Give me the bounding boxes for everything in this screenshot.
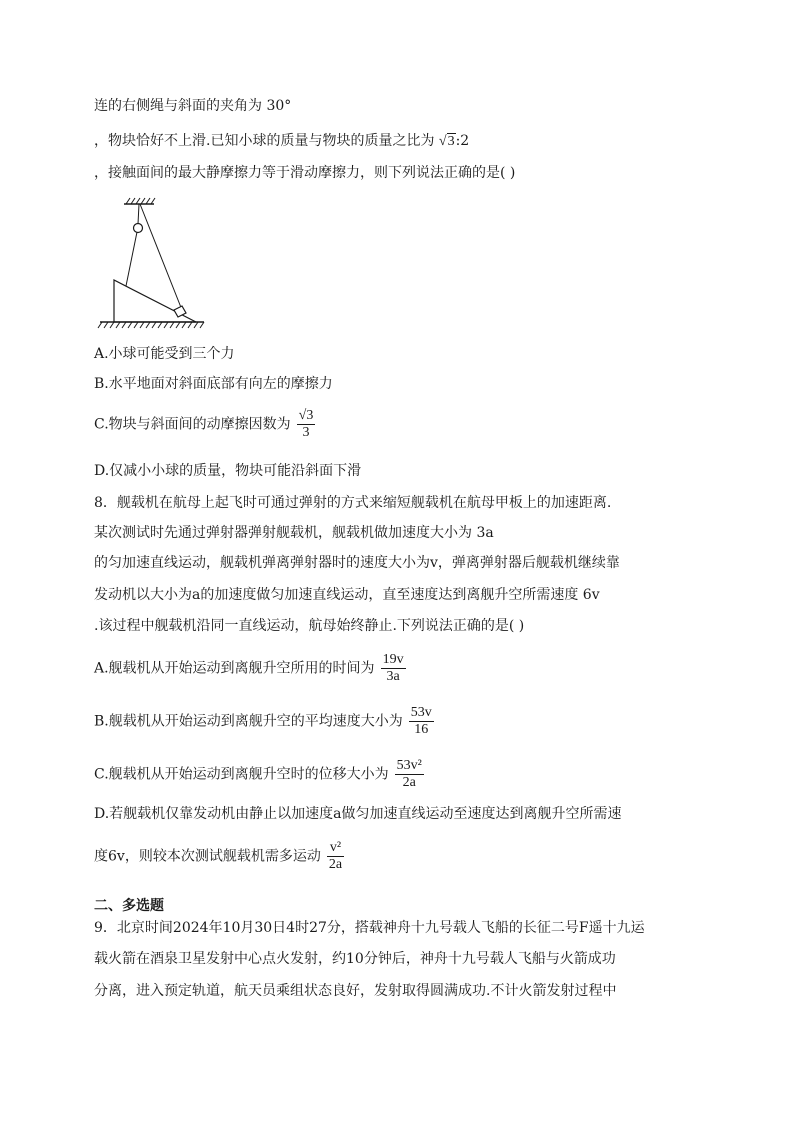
q8-option-d-line-2 [94, 840, 344, 873]
q8-text-1: 8．舰载机在航母上起飞时可通过弹射的方式来缩短舰载机在航母甲板上的加速距离. [94, 495, 612, 511]
q8-option-b-text: B.舰载机从开始运动到离舰升空的平均速度大小为 [94, 713, 403, 730]
q8-option-d-numerator: v² [327, 840, 344, 857]
q7-option-d-text: D.仅减小小球的质量，物块可能沿斜面下滑 [94, 463, 362, 479]
q7-option-d [94, 461, 361, 481]
ball-lower-rope [126, 232, 137, 286]
rope-to-block [140, 204, 182, 310]
upper-rope [138, 204, 139, 224]
q8-option-a [94, 652, 406, 685]
q8-option-d-line-1 [94, 804, 622, 824]
q8-line-3 [94, 553, 620, 573]
q7-stem-line-2 [94, 131, 469, 152]
q7-stem-line-3 [94, 163, 515, 183]
q8-option-d-text-2: 度6v，则较本次测试舰载机需多运动 [94, 848, 321, 865]
q7-stem-text-3: ，接触面间的最大静摩擦力等于滑动摩擦力，则下列说法正确的是( ) [94, 165, 516, 181]
ratio-radicand: 3 [447, 134, 455, 149]
section-heading-text: 二、多选题 [94, 898, 164, 914]
q8-option-c [94, 758, 424, 791]
incline-diagram [96, 196, 208, 332]
q9-line-1 [94, 918, 645, 938]
q8-text-3: 的匀加速直线运动，舰载机弹离弹射器时的速度大小为v，弹离弹射器后舰载机继续靠 [94, 555, 620, 571]
q8-option-d-denominator: 2a [328, 857, 343, 872]
q8-option-c-numerator: 53v² [396, 758, 422, 773]
q8-line-4 [94, 585, 600, 605]
q8-option-b-fraction [409, 705, 434, 738]
q9-line-2 [94, 949, 616, 969]
ratio-rest: :2 [455, 133, 470, 149]
q8-option-a-fraction [381, 652, 406, 685]
q9-line-3 [94, 981, 616, 1001]
q7-option-c-numerator: √3 [298, 408, 314, 423]
q7-option-a-text: A.小球可能受到三个力 [94, 346, 235, 362]
q7-option-c-text: C.物块与斜面间的动摩擦因数为 [94, 416, 291, 433]
ratio-sqrt: √3 [438, 134, 455, 149]
q9-text-3: 分离，进入预定轨道，航天员乘组状态良好，发射取得圆满成功.不计火箭发射过程中 [94, 983, 617, 999]
ball [134, 224, 143, 233]
q8-option-d-text-1: D.若舰载机仅靠发动机由静止以加速度a做匀加速直线运动至速度达到离舰升空所需速 [94, 806, 622, 822]
section-heading-multi-choice [94, 896, 164, 916]
q9-text-1: 9．北京时间2024年10月30日4时27分，搭载神舟十九号载人飞船的长征二号F遥十九运 [94, 920, 645, 936]
q7-stem-text-2: ，物块恰好不上滑.已知小球的质量与物块的质量之比为 [94, 133, 439, 149]
q7-option-b-text: B.水平地面对斜面底部有向左的摩擦力 [94, 376, 333, 392]
q8-option-a-denominator: 3a [386, 669, 400, 684]
q7-stem-text-1: 连的右侧绳与斜面的夹角为 30° [94, 98, 292, 114]
q8-option-c-denominator: 2a [402, 775, 416, 790]
q8-text-2: 某次测试时先通过弹射器弹射舰载机，舰载机做加速度大小为 3a [94, 525, 494, 541]
q7-option-c [94, 408, 315, 441]
q8-option-b-numerator: 53v [410, 705, 432, 720]
q8-line-1 [94, 493, 611, 513]
q7-option-c-fraction [297, 408, 316, 441]
q8-option-c-fraction [395, 758, 424, 791]
q9-text-2: 载火箭在酒泉卫星发射中心点火发射，约10分钟后，神舟十九号载人飞船与火箭成功 [94, 951, 616, 967]
q7-stem-line-1 [94, 96, 291, 116]
ground-hatch [98, 322, 204, 328]
q8-line-5 [94, 616, 524, 636]
q8-text-5: .该过程中舰载机沿同一直线运动，航母始终静止.下列说法正确的是( ) [94, 618, 525, 634]
q8-line-2 [94, 523, 494, 543]
q8-option-a-text: A.舰载机从开始运动到离舰升空所用的时间为 [94, 660, 375, 677]
ceiling-hatch [126, 198, 155, 204]
q7-option-c-denominator: 3 [302, 425, 310, 440]
q8-text-4: 发动机以大小为a的加速度做匀加速直线运动，直至速度达到离舰升空所需速度 6v [94, 587, 600, 603]
incline [114, 280, 196, 322]
q7-option-b [94, 374, 333, 394]
q8-option-b-denominator: 16 [414, 722, 429, 737]
q8-option-d-fraction [327, 840, 344, 873]
q7-option-a [94, 344, 235, 364]
q8-option-b [94, 705, 434, 738]
q8-option-c-text: C.舰载机从开始运动到离舰升空时的位移大小为 [94, 766, 389, 783]
q8-option-a-numerator: 19v [382, 652, 404, 667]
